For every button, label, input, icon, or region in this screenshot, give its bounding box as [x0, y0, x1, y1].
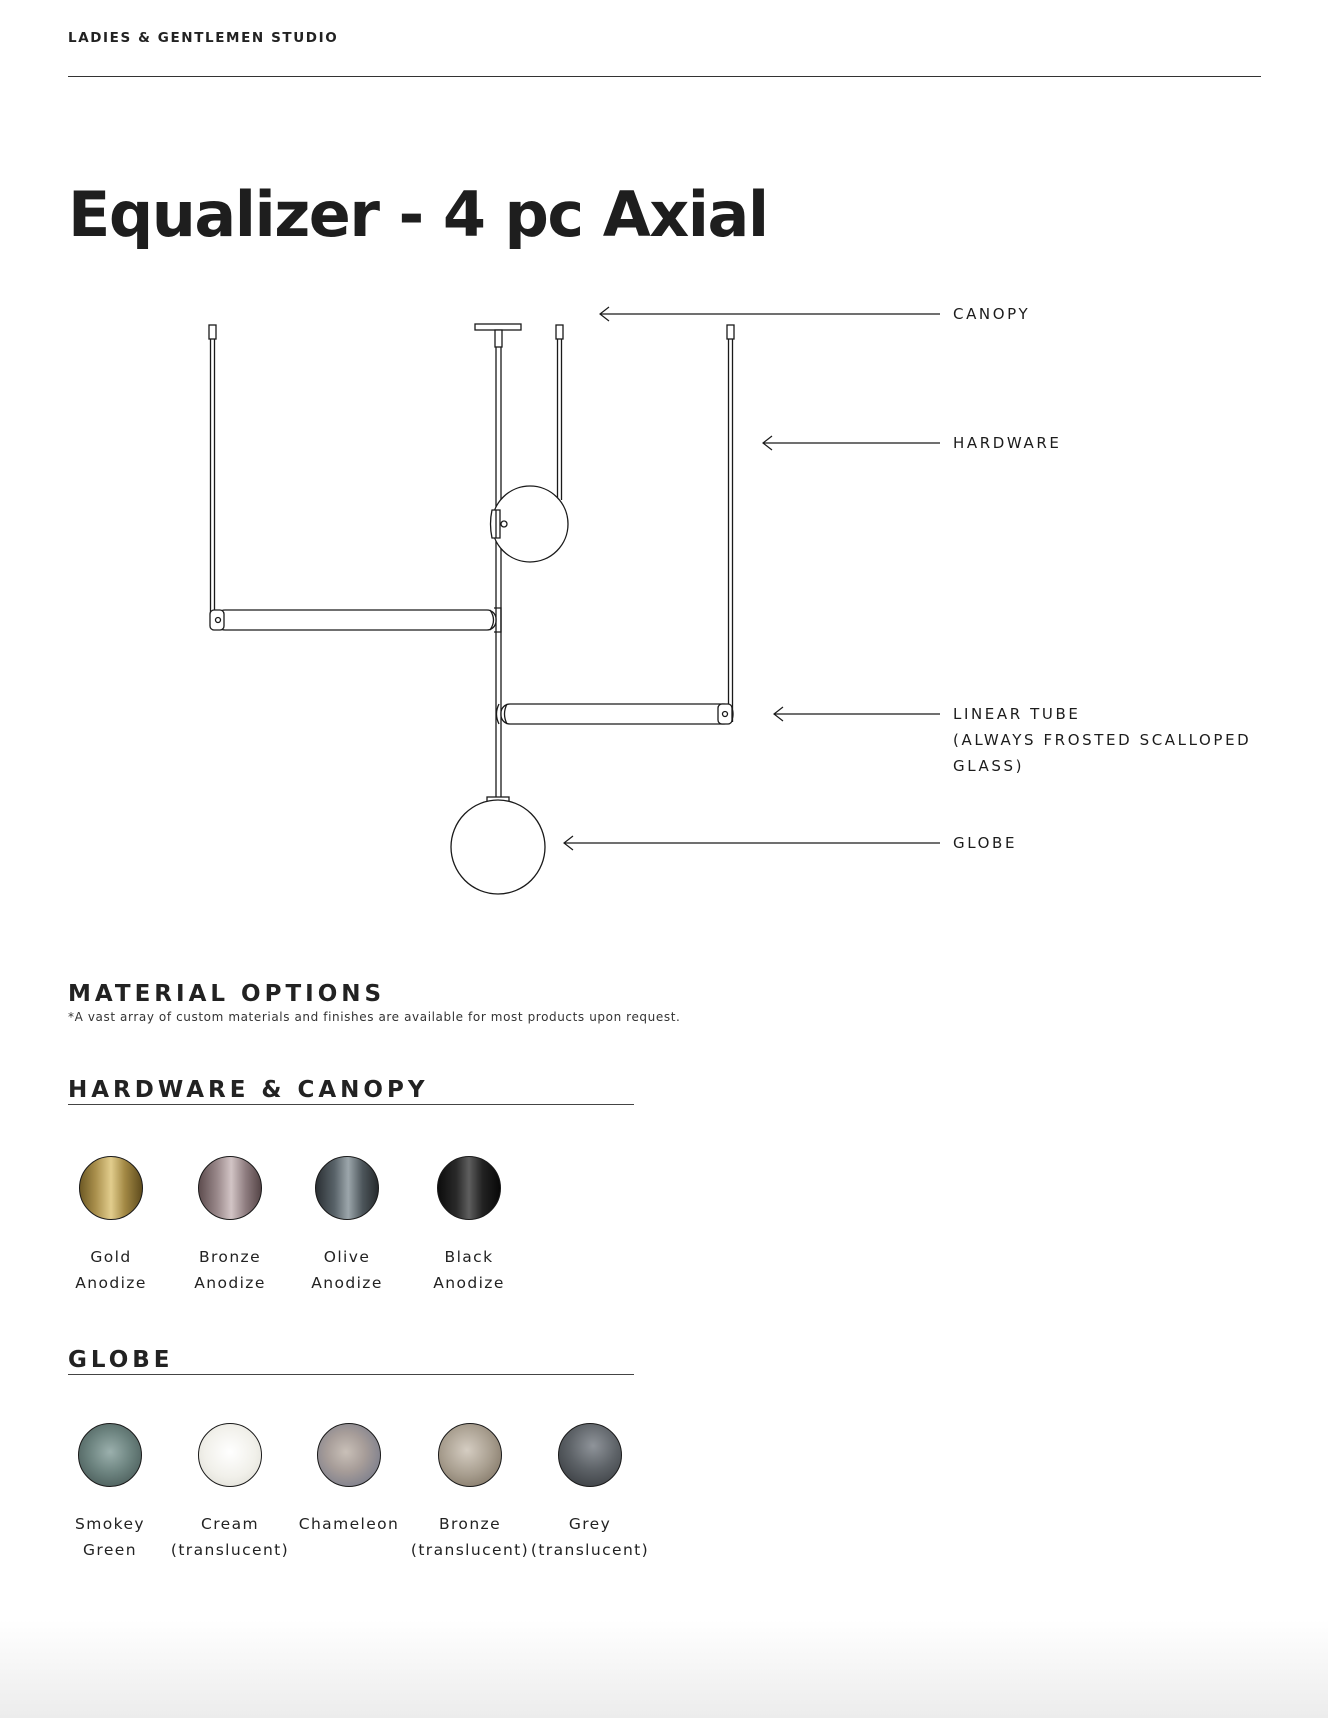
- swatch-label-line1: Smokey: [75, 1515, 145, 1533]
- callout-arrows: [564, 307, 940, 850]
- swatch-label-line2: Anodize: [433, 1274, 505, 1292]
- brand-name: LADIES & GENTLEMEN STUDIO: [68, 30, 339, 46]
- material-options-heading: MATERIAL OPTIONS: [68, 981, 386, 1007]
- callout-linear-tube-line3: GLASS): [953, 757, 1025, 775]
- center-stem: [475, 324, 521, 797]
- callout-canopy-label: CANOPY: [953, 305, 1031, 323]
- material-footnote: *A vast array of custom materials and finishes are available for most products upon request.: [68, 1010, 681, 1024]
- swatch-label-line2: Anodize: [311, 1274, 383, 1292]
- swatch-label-line1: Chameleon: [298, 1515, 400, 1533]
- swatch-cream-translucent-circle: [198, 1423, 262, 1487]
- swatch-label-line1: Olive: [323, 1248, 371, 1266]
- swatch-label-line2: Anodize: [75, 1274, 147, 1292]
- swatch-label-line2: (translucent): [170, 1541, 290, 1559]
- swatch-black-anodize-circle: [437, 1156, 501, 1220]
- swatch-smokey-green[interactable]: [40, 1423, 180, 1563]
- swatch-chameleon[interactable]: [279, 1423, 419, 1537]
- swatch-label-line1: Bronze: [198, 1248, 262, 1266]
- swatch-label-line1: Gold: [90, 1248, 132, 1266]
- swatch-bronze-translucent-circle: [438, 1423, 502, 1487]
- swatch-chameleon-circle: [317, 1423, 381, 1487]
- canopy-plate: [475, 324, 521, 330]
- swatch-bronze-anodize-circle: [198, 1156, 262, 1220]
- left-suspension-rod: [209, 325, 216, 612]
- upper-globe: [491, 486, 569, 562]
- swatch-label-line1: Black: [444, 1248, 494, 1266]
- swatch-smokey-green-circle: [78, 1423, 142, 1487]
- right-linear-tube: [497, 704, 734, 724]
- swatch-olive-anodize-circle: [315, 1156, 379, 1220]
- callout-linear-tube-line2: (ALWAYS FROSTED SCALLOPED: [953, 731, 1252, 749]
- swatch-label-line2: Anodize: [194, 1274, 266, 1292]
- swatch-label-line2: (translucent): [530, 1541, 650, 1559]
- left-linear-tube: [210, 608, 501, 632]
- swatch-label-line1: Bronze: [438, 1515, 502, 1533]
- right-suspension-rod: [727, 325, 734, 722]
- swatch-label-line2: (translucent): [410, 1541, 530, 1559]
- swatch-grey-translucent[interactable]: [520, 1423, 660, 1563]
- swatch-label-line1: Cream: [201, 1515, 259, 1533]
- callout-linear-tube-line1: LINEAR TUBE: [953, 705, 1081, 723]
- hardware-canopy-divider: [68, 1104, 634, 1105]
- bottom-globe: [451, 797, 545, 894]
- product-title: Equalizer - 4 pc Axial: [68, 178, 768, 251]
- swatch-black-anodize[interactable]: [399, 1156, 539, 1296]
- callout-hardware: [953, 430, 1062, 456]
- upper-globe-rod: [556, 325, 563, 500]
- globe-heading: GLOBE: [68, 1347, 174, 1373]
- callout-globe: [953, 830, 1017, 856]
- swatch-bronze-translucent[interactable]: [400, 1423, 540, 1563]
- callout-canopy: [953, 301, 1030, 327]
- swatch-grey-translucent-circle: [558, 1423, 622, 1487]
- callout-globe-label: GLOBE: [953, 834, 1018, 852]
- swatch-olive-anodize[interactable]: [277, 1156, 417, 1296]
- globe-divider: [68, 1374, 634, 1375]
- callout-linear-tube: [953, 701, 1251, 779]
- hardware-canopy-heading: HARDWARE & CANOPY: [68, 1077, 429, 1103]
- swatch-label-line2: Green: [83, 1541, 137, 1559]
- swatch-label-line1: Grey: [568, 1515, 612, 1533]
- callout-hardware-label: HARDWARE: [953, 434, 1062, 452]
- swatch-gold-anodize-circle: [79, 1156, 143, 1220]
